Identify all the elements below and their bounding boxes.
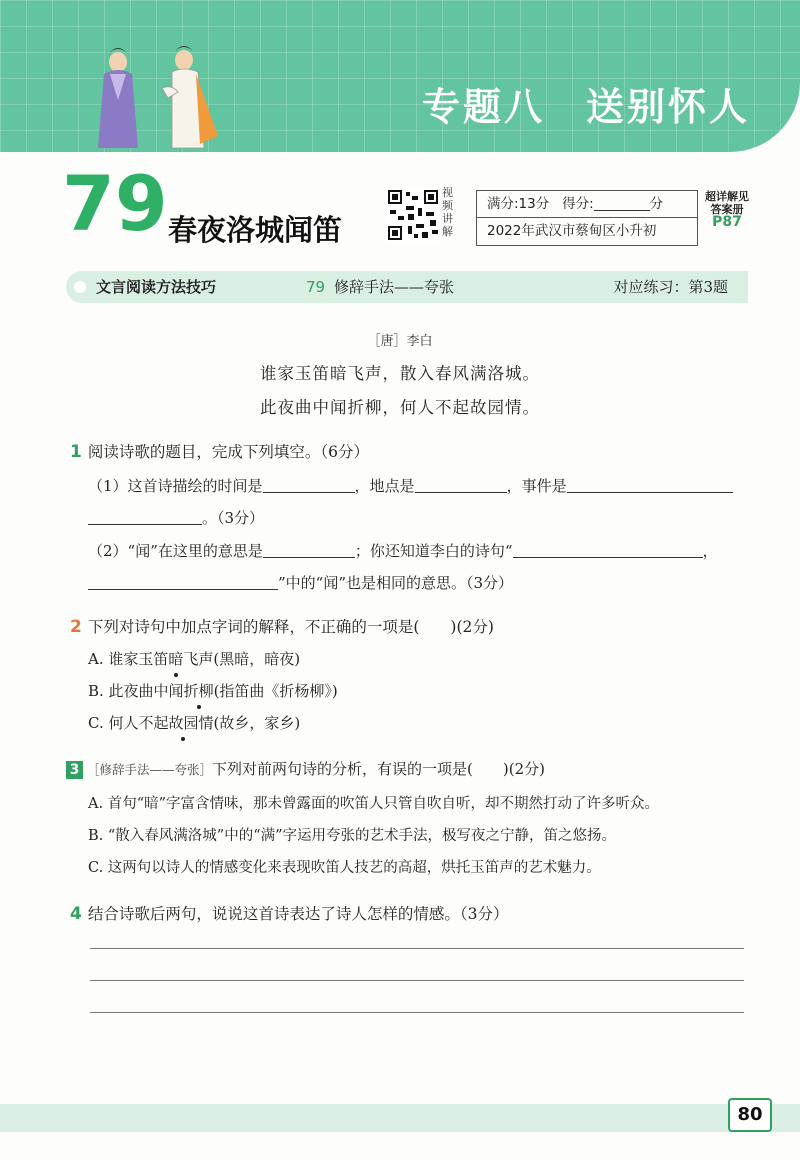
qr-label: 视频讲解	[442, 186, 453, 238]
q2-option-a[interactable]	[88, 648, 300, 669]
dotted-char: 故园	[168, 714, 199, 732]
option-text: (指笛曲《折杨柳》)	[213, 682, 338, 700]
question-number: 4	[70, 904, 82, 924]
bullet-dot-icon	[74, 281, 86, 293]
q3-option-a[interactable]: A. 首句“暗”字富含情味，那未曾露面的吹笛人只管自吹自听，却不期然打动了许多听众。	[88, 796, 660, 812]
q1-part1-text-a: （1）这首诗描绘的时间是	[88, 477, 263, 495]
answer-ref-line2: 答案册	[710, 203, 744, 216]
q1-part2-text-a: （2）“闻”在这里的意思是	[88, 542, 263, 560]
q1-part1-end: 。（3分）	[202, 509, 265, 527]
method-label: 文言阅读方法技巧	[96, 278, 217, 296]
question-stem: 下列对诗句中加点字词的解释，不正确的一项是( )(2分)	[87, 618, 494, 636]
answer-reference	[700, 190, 754, 229]
answer-line-1[interactable]	[90, 948, 744, 949]
method-tip-bar	[66, 271, 748, 303]
option-text: C. 何人不起	[88, 714, 169, 732]
score-got-label: 得分:	[562, 196, 594, 212]
method-name: 修辞手法——夸张	[334, 278, 455, 296]
lesson-title: 春夜洛城闻笛	[168, 213, 343, 247]
dotted-char: 折柳	[183, 682, 214, 700]
q1-part2-line	[88, 540, 718, 561]
q1-part2-line2	[88, 572, 513, 593]
page-number: 80	[728, 1098, 772, 1132]
question-tag: ［修辞手法——夸张］	[87, 762, 213, 777]
footer-bar	[0, 1104, 800, 1132]
blank-place[interactable]	[415, 477, 507, 493]
blank-time[interactable]	[263, 477, 355, 493]
q2-option-c[interactable]	[88, 712, 300, 733]
topic-title: 专题八 送别怀人	[421, 85, 750, 129]
answer-line-3[interactable]	[90, 1012, 744, 1013]
dotted-char: 暗	[168, 650, 184, 668]
answer-ref-line1: 超详解见	[705, 190, 749, 203]
question-3	[66, 758, 545, 779]
option-text: 情(故乡，家乡)	[198, 714, 301, 732]
blank-poem-line[interactable]	[513, 542, 703, 558]
q2-option-b[interactable]	[88, 680, 338, 701]
practice-ref: 对应练习：第3题	[613, 278, 728, 296]
blank-event-cont[interactable]	[88, 509, 202, 525]
blank-poem-line-cont[interactable]	[88, 574, 278, 590]
question-number: 1	[70, 442, 82, 462]
q1-part1-line2	[88, 507, 264, 528]
q1-part2-text-b: ；你还知道李白的诗句“	[354, 542, 513, 560]
question-1	[70, 440, 369, 462]
question-number: 2	[70, 617, 82, 637]
option-text: A. 谁家玉笛	[88, 650, 169, 668]
poem-line-2: 此夜曲中闻折柳，何人不起故园情。	[260, 398, 540, 417]
answer-line-2[interactable]	[90, 980, 744, 981]
q1-part2-end: ”中的“闻”也是相同的意思。（3分）	[278, 574, 514, 592]
poem-line-1: 谁家玉笛暗飞声，散入春风满洛城。	[260, 364, 540, 383]
method-number: 79	[306, 278, 326, 296]
q1-part1-text-b: ，地点是	[354, 477, 415, 495]
full-score: 满分:13分	[487, 196, 550, 212]
q3-option-b[interactable]: B. “散入春风满洛城”中的“满”字运用夸张的艺术手法，极写夜之宁静，笛之悠扬。	[88, 828, 617, 844]
question-stem: 阅读诗歌的题目，完成下列填空。（6分）	[87, 443, 369, 461]
score-blank[interactable]	[594, 194, 650, 211]
lesson-number: 79	[62, 159, 168, 248]
question-2	[70, 615, 494, 637]
option-text: B. 此夜曲中闻	[88, 682, 184, 700]
question-4	[70, 902, 508, 924]
question-stem: 结合诗歌后两句，说说这首诗表达了诗人怎样的情感。（3分）	[87, 905, 509, 923]
exam-source: 2022年武汉市蔡甸区小升初	[487, 223, 657, 239]
score-info-box	[476, 190, 698, 246]
q3-option-c[interactable]: C. 这两句以诗人的情感变化来表现吹笛人技艺的高超，烘托玉笛声的艺术魅力。	[88, 860, 601, 876]
qr-code-icon[interactable]	[386, 188, 440, 242]
ancient-figures-illustration	[88, 40, 238, 152]
poem-author: ［唐］李白	[367, 334, 433, 349]
question-number: 3	[66, 761, 83, 779]
q1-part1-text-c: ，事件是	[506, 477, 567, 495]
blank-event[interactable]	[567, 477, 733, 493]
question-stem: 下列对前两句诗的分析，有误的一项是( )(2分)	[212, 760, 545, 778]
score-unit: 分	[649, 196, 664, 212]
blank-meaning[interactable]	[263, 542, 355, 558]
score-row	[477, 191, 697, 218]
q1-part1-line	[88, 475, 733, 496]
q1-part2-text-c: ，	[702, 542, 718, 560]
answer-ref-page: P87	[712, 214, 742, 230]
option-text: 飞声(黑暗，暗夜)	[183, 650, 301, 668]
